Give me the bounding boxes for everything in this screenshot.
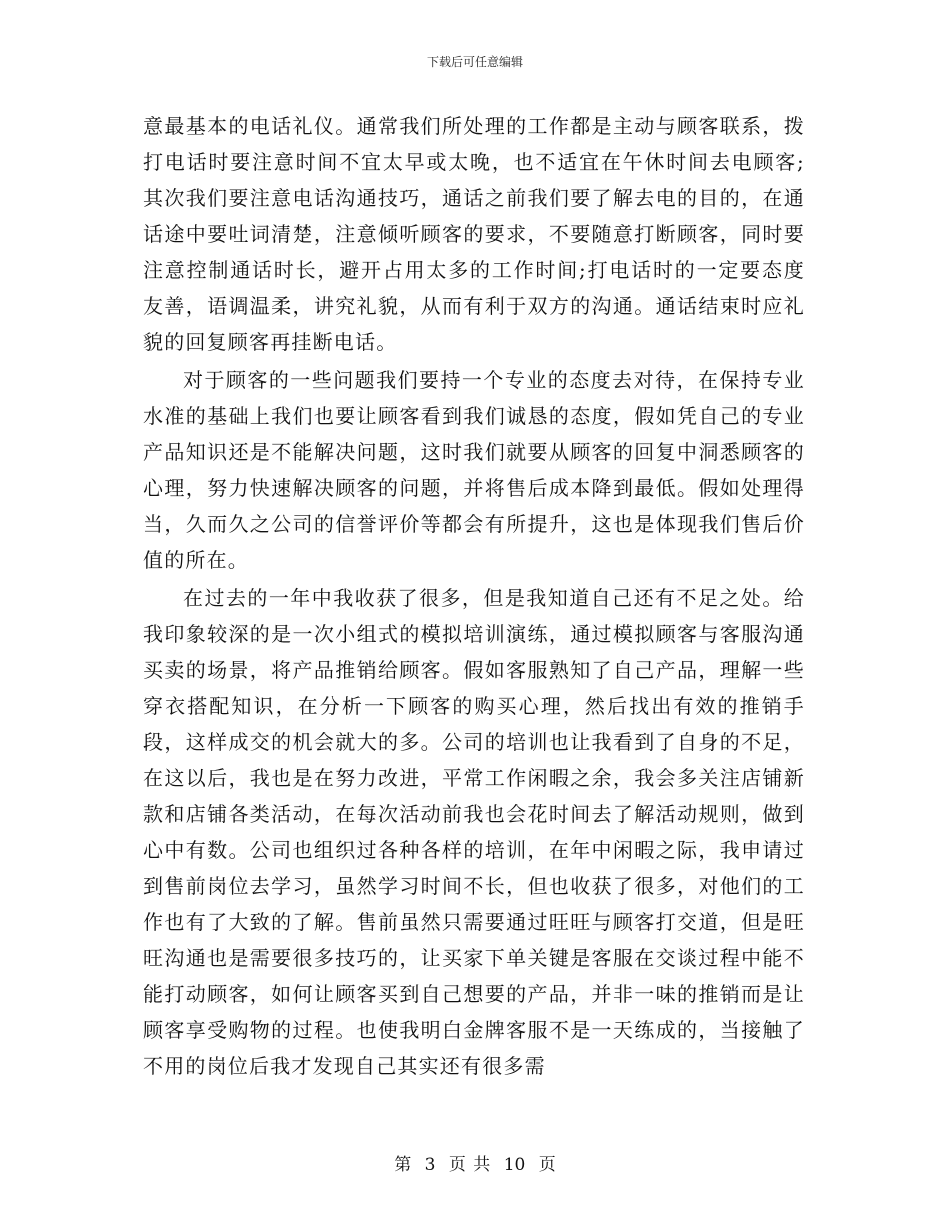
footer-current-page: 3 xyxy=(424,1155,436,1175)
document-body xyxy=(143,108,805,1086)
paragraph: 在过去的一年中我收获了很多，但是我知道自己还有不足之处。给我印象较深的是一次小组式的模拟培训演练，通过模拟顾客与客服沟通买卖的场景，将产品推销给顾客。假如客服熟知了自己产品，理解一些穿衣搭配知识，在分析一下顾客的购买心理，然后找出有效的推销手段，这样成交的机会就大的多。公司的培训也让我看到了自身的不足，在这以后，我也是在努力改进，平常工作闲暇之余，我会多关注店铺新款和店铺各类活动，在每次活动前我也会花时间去了解活动规则，做到心中有数。公司也组织过各种各样的培训，在年中闲暇之际，我申请过到售前岗位去学习，虽然学习时间不长，但也收获了很多，对他们的工作也有了大致的了解。售前虽然只需要通过旺旺与顾客打交道，但是旺旺沟通也是需要很多技巧的，让买家下单关键是客服在交谈过程中能不能打动顾客，如何让顾客买到自己想要的产品，并非一味的推销而是让顾客享受购物的过程。也使我明白金牌客服不是一天练成的，当接触了不用的岗位后我才发现自己其实还有很多需 xyxy=(143,586,805,1078)
footer-suffix: 页 xyxy=(538,1155,556,1175)
paragraph-continued: 意最基本的电话礼仪。通常我们所处理的工作都是主动与顾客联系，拨打电话时要注意时间不宜太早或太晚，也不适宜在午休时间去电顾客;其次我们要注意电话沟通技巧，通话之前我们要了解去电的目的，在通话途中要吐词清楚，注意倾听顾客的要求，不要随意打断顾客，同时要注意控制通话时长，避开占用太多的工作时间;打电话时的一定要态度友善，语调温柔，讲究礼貌，从而有利于双方的沟通。通话结束时应礼貌的回复顾客再挂断电话。 xyxy=(143,114,805,354)
footer-total-pages: 10 xyxy=(503,1155,526,1175)
paragraph: 对于顾客的一些问题我们要持一个专业的态度去对待，在保持专业水准的基础上我们也要让顾客看到我们诚恳的态度，假如凭自己的专业产品知识还是不能解决问题，这时我们就要从顾客的回复中洞悉顾客的心理，努力快速解决顾客的问题，并将售后成本降到最低。假如处理得当，久而久之公司的信誉评价等都会有所提升，这也是体现我们售后价值的所在。 xyxy=(143,368,805,572)
page-footer xyxy=(0,1154,950,1176)
footer-middle: 页 共 xyxy=(448,1155,491,1175)
footer-prefix: 第 xyxy=(394,1155,412,1175)
page-header: 下载后可任意编辑 xyxy=(426,55,523,69)
